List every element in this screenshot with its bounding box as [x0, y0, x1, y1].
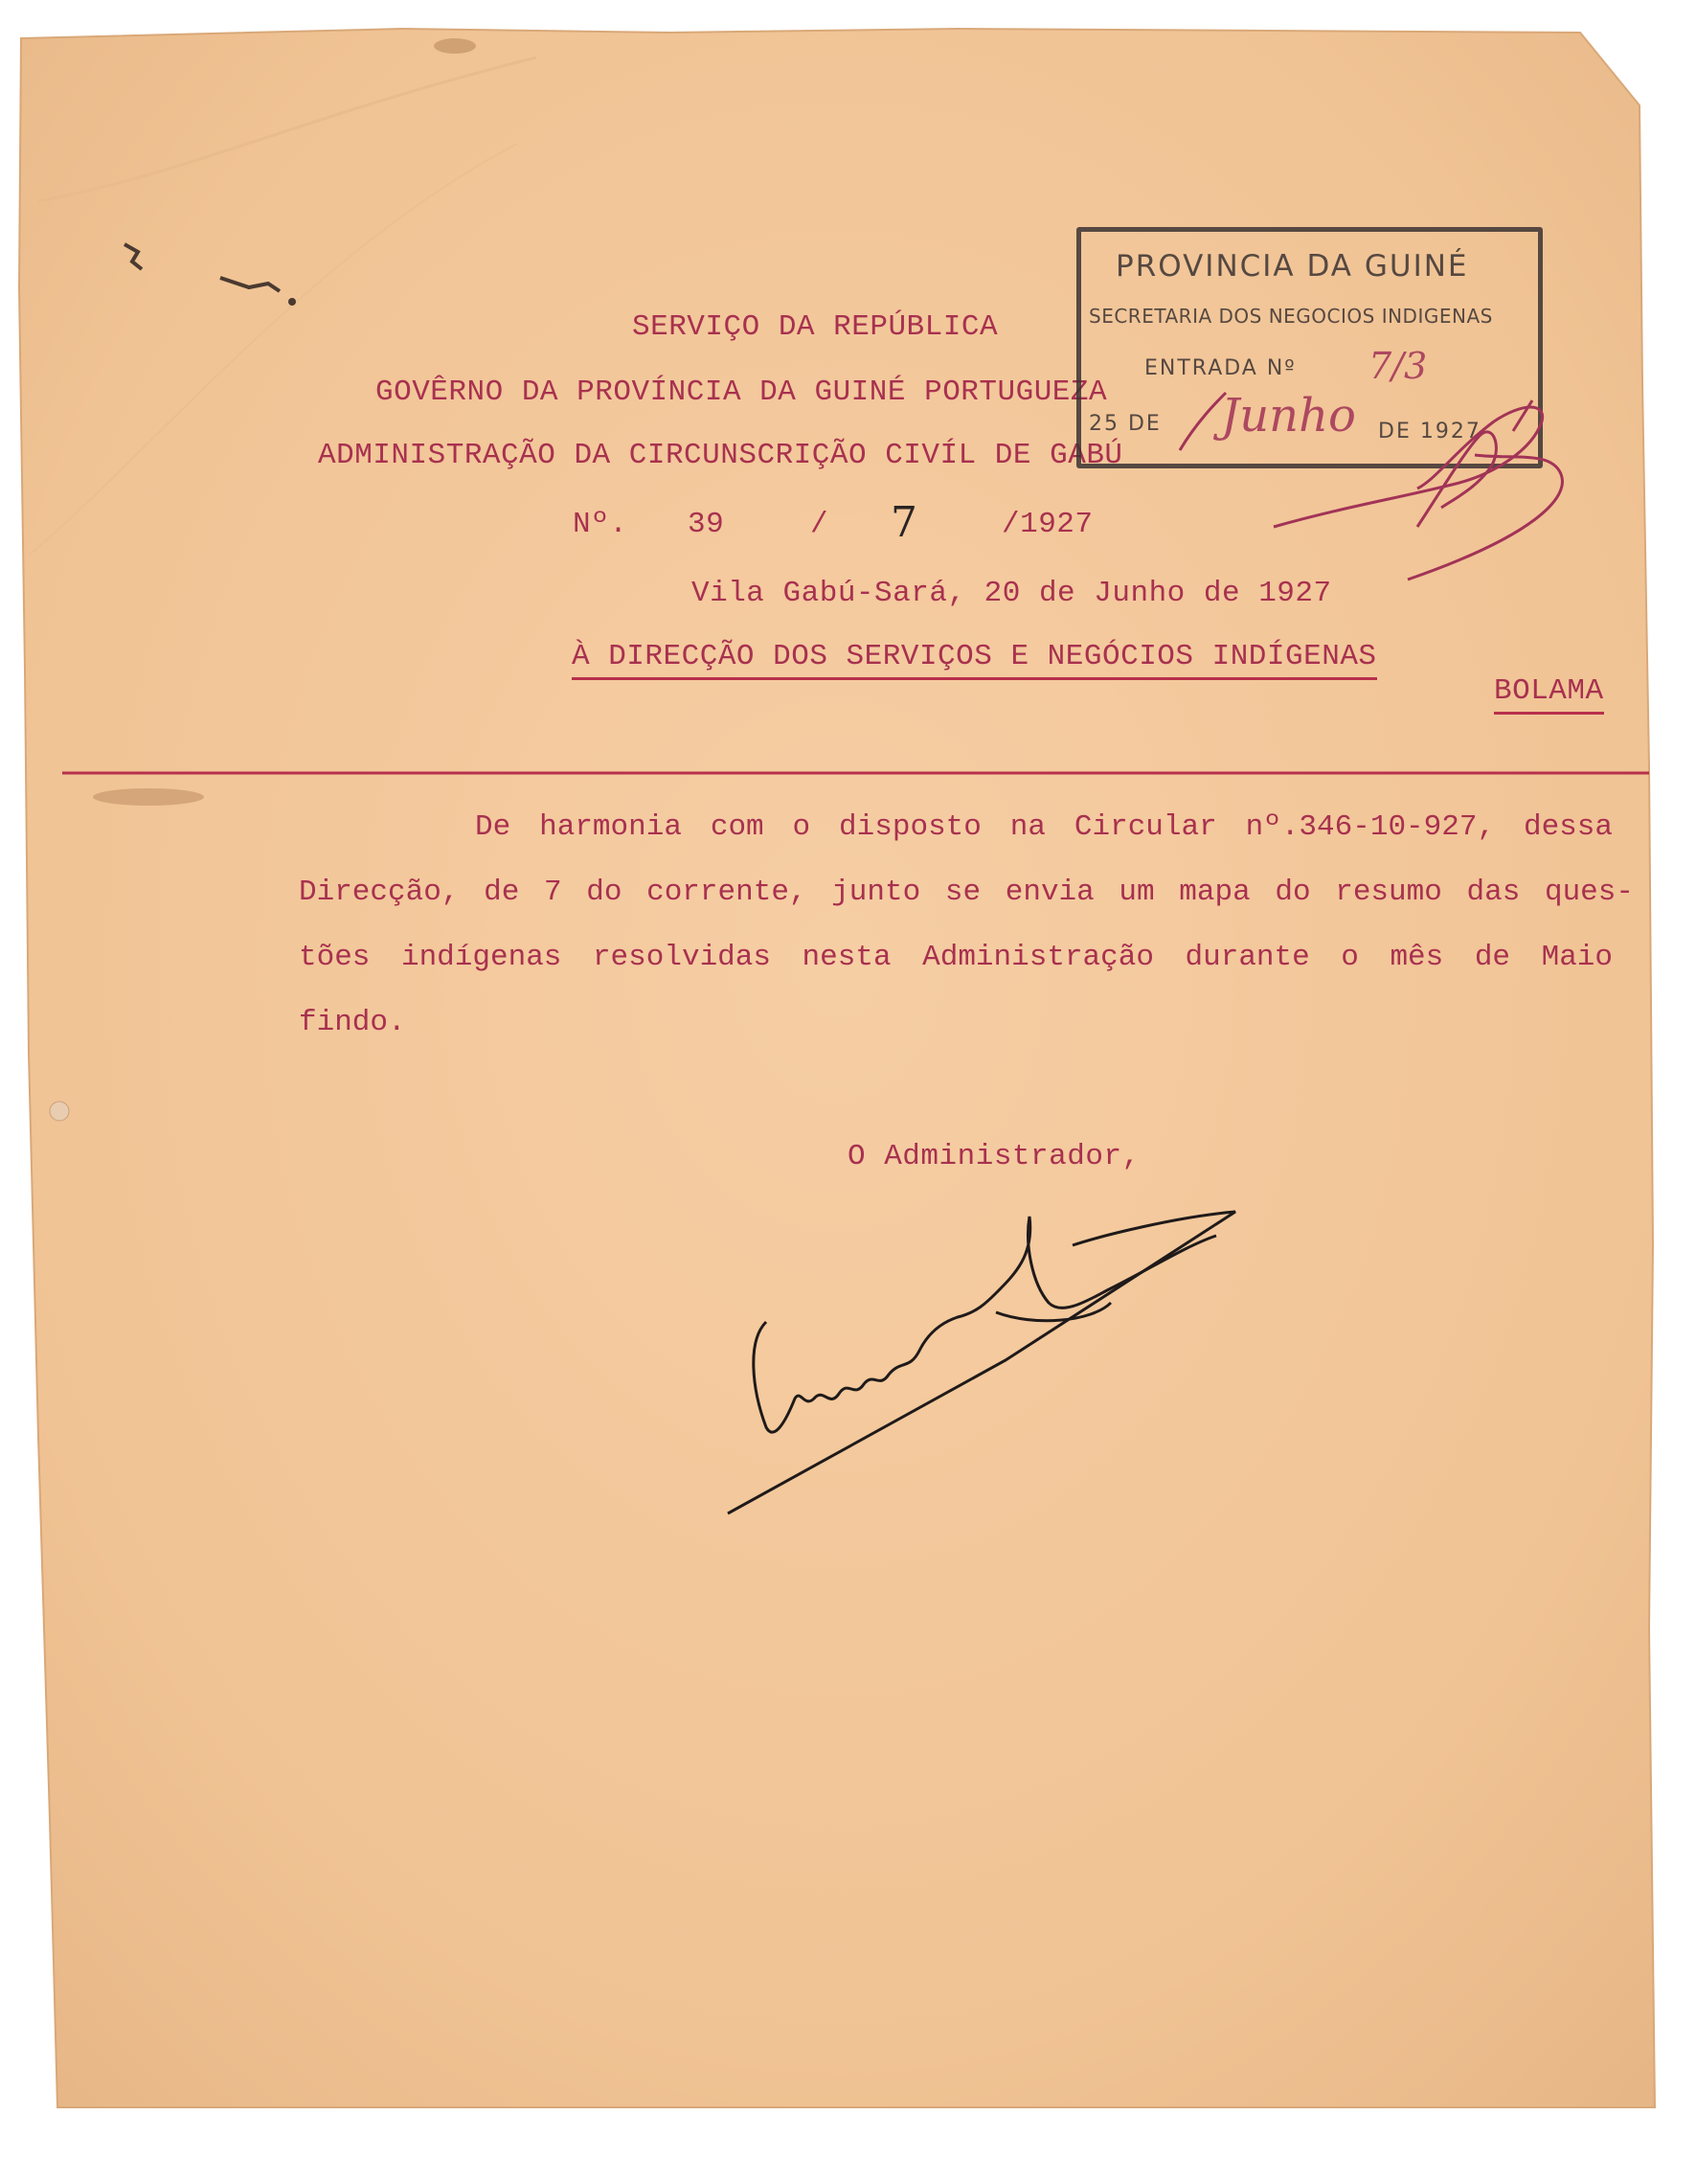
stamp-line-2: SECRETARIA DOS NEGOCIOS INDIGENAS: [1089, 305, 1493, 328]
header-line-1: SERVIÇO DA REPÚBLICA: [632, 310, 999, 344]
stamp-line-4-prefix: 25 DE: [1089, 412, 1162, 436]
reference-handwritten-number: 7: [891, 498, 917, 547]
location: BOLAMA: [1494, 676, 1604, 715]
reference-year: /1927: [1002, 508, 1094, 541]
stamp-line-1: PROVINCIA DA GUINÉ: [1116, 249, 1469, 284]
received-stamp: [1076, 227, 1543, 468]
body-line-3: tões indígenas resolvidas nesta Administração durante o mês de Maio: [299, 941, 1613, 974]
body-line-2: Direcção, de 7 do corrente, junto se envia um mapa do resumo das ques-: [299, 876, 1634, 909]
addressee: À DIRECÇÃO DOS SERVIÇOS E NEGÓCIOS INDÍGENAS: [572, 642, 1377, 680]
reference-prefix: Nº.: [573, 508, 628, 541]
reference-number: 39: [688, 508, 725, 541]
body-line-4: findo.: [299, 1006, 406, 1039]
closing: O Administrador,: [848, 1140, 1141, 1173]
stamp-line-3-label: ENTRADA Nº: [1144, 356, 1297, 380]
stamp-line-3-value: 7/3: [1368, 345, 1428, 387]
stamp-line-4-suffix: DE 1927: [1378, 420, 1481, 444]
place-date: Vila Gabú-Sará, 20 de Junho de 1927: [691, 577, 1332, 610]
header-line-2: GOVÊRNO DA PROVÍNCIA DA GUINÉ PORTUGUEZA: [375, 375, 1108, 409]
body-line-1: De harmonia com o disposto na Circular nº.346-10-927, dessa: [475, 810, 1613, 844]
stamp-line-4-month: Junho: [1221, 389, 1356, 443]
reference-separator: /: [810, 508, 829, 541]
header-line-3: ADMINISTRAÇÃO DA CIRCUNSCRIÇÃO CIVÍL DE GABÚ: [318, 439, 1123, 472]
